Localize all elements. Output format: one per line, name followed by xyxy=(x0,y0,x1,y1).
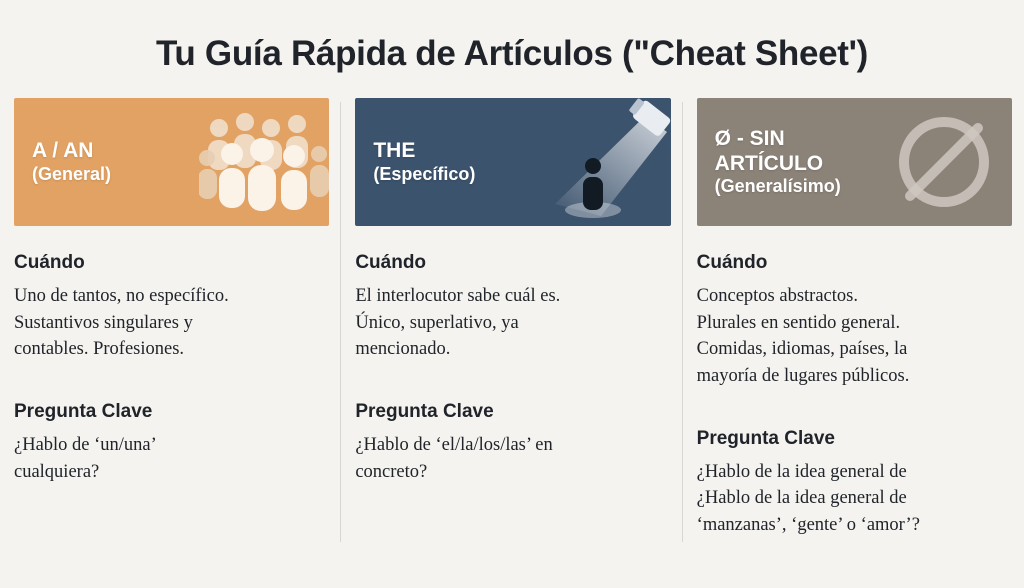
page-title: Tu Guía Rápida de Artículos ("Cheat Sheet') xyxy=(155,34,869,74)
banner-the-line2: (Específico) xyxy=(373,163,476,184)
column-no-article xyxy=(683,98,1024,538)
question-line: ¿Hablo de ‘un/una’ xyxy=(14,435,157,455)
question-text-no-article xyxy=(697,459,1012,539)
banner-no-article xyxy=(697,98,1012,226)
when-line: Sustantivos singulares y xyxy=(14,312,193,333)
when-line: mencionado. xyxy=(355,339,451,360)
when-text-a-an xyxy=(14,283,329,363)
question-heading-no-article: Pregunta Clave xyxy=(696,427,835,449)
question-line: ¿Hablo de la idea general de xyxy=(696,461,907,482)
spotlight-on-person-icon xyxy=(541,98,671,226)
question-text-the xyxy=(355,432,670,485)
banner-the xyxy=(355,98,670,226)
when-heading-the: Cuándo xyxy=(355,252,427,274)
banner-no-article-line3: (Generalísimo) xyxy=(714,176,841,197)
banner-no-article-text xyxy=(715,127,841,198)
when-heading-a-an: Cuándo xyxy=(14,252,85,274)
banner-a-an-line2: (General) xyxy=(32,163,112,184)
banner-the-text xyxy=(373,139,475,185)
empty-set-icon xyxy=(882,98,1012,226)
crowd-of-people-icon xyxy=(199,98,329,226)
when-heading-no-article: Cuándo xyxy=(696,252,768,274)
when-text-the xyxy=(355,283,670,363)
column-the xyxy=(341,98,682,485)
banner-no-article-line1: Ø - SIN xyxy=(714,126,785,150)
question-line: cualquiera? xyxy=(14,461,100,482)
question-heading-the: Pregunta Clave xyxy=(355,401,494,422)
question-line: ‘manzanas’, ‘gente’ o ‘amor’? xyxy=(696,514,920,535)
when-text-no-article xyxy=(697,283,1012,390)
when-line: Plurales en sentido general. xyxy=(696,312,901,333)
when-line: El interlocutor sabe cuál es. xyxy=(355,286,561,307)
when-line: Conceptos abstractos. xyxy=(696,286,858,307)
question-line: concreto? xyxy=(355,461,428,482)
banner-a-an-line1: A / AN xyxy=(32,139,94,163)
question-heading-a-an: Pregunta Clave xyxy=(14,401,153,422)
cheat-sheet-columns xyxy=(0,98,1024,538)
banner-a-an xyxy=(14,98,329,226)
when-line: Comidas, idiomas, países, la xyxy=(696,339,908,360)
column-a-an xyxy=(0,98,341,485)
banner-the-line1: THE xyxy=(373,139,416,163)
question-line: ¿Hablo de ‘el/la/los/las’ en xyxy=(355,435,553,455)
when-line: Uno de tantos, no específico. xyxy=(14,286,229,307)
when-line: Único, superlativo, ya xyxy=(355,312,519,333)
banner-a-an-text xyxy=(32,139,111,185)
question-text-a-an xyxy=(14,432,329,485)
when-line: contables. Profesiones. xyxy=(14,339,185,360)
question-line: ¿Hablo de la idea general de xyxy=(696,488,907,509)
banner-no-article-line2: ARTÍCULO xyxy=(714,151,824,175)
when-line: mayoría de lugares públicos. xyxy=(696,366,910,386)
